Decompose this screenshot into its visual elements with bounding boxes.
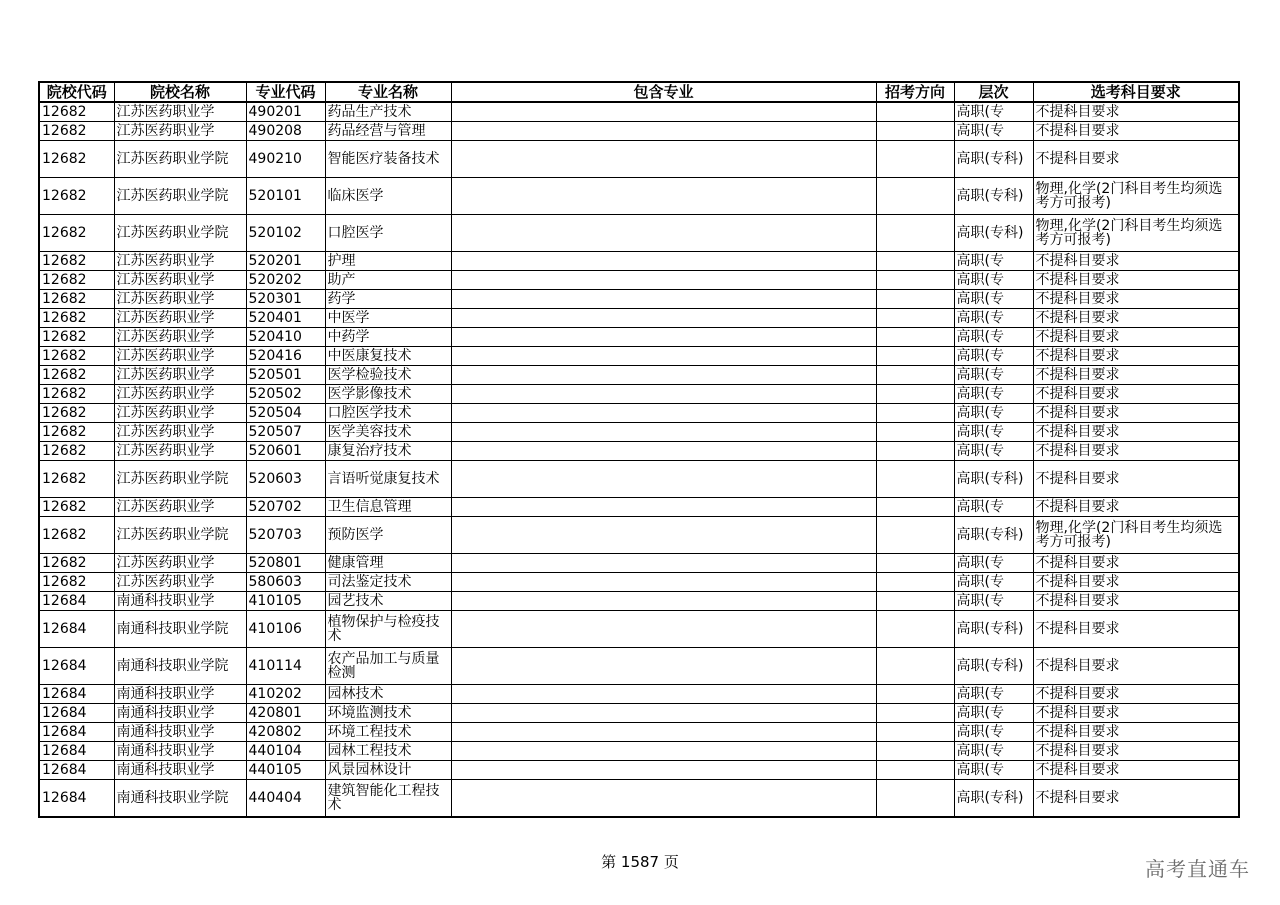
level-cell: 高职(专 (954, 442, 1033, 461)
major-code-cell: 410114 (246, 648, 325, 685)
school-name-cell: 江苏医药职业学 (114, 347, 246, 366)
major-code-cell: 580603 (246, 573, 325, 592)
major-code-cell: 440105 (246, 761, 325, 780)
major-name-cell: 中医学 (325, 309, 451, 328)
included-majors-cell (451, 366, 876, 385)
school-name-cell: 南通科技职业学院 (114, 611, 246, 648)
level-cell: 高职(专 (954, 423, 1033, 442)
major-name-cell: 药学 (325, 290, 451, 309)
major-code-cell: 420802 (246, 723, 325, 742)
direction-cell (876, 366, 954, 385)
direction-cell (876, 404, 954, 423)
header-major-name: 专业名称 (325, 82, 451, 102)
major-name-cell: 中药学 (325, 328, 451, 347)
major-name-cell: 卫生信息管理 (325, 498, 451, 517)
major-name-cell: 预防医学 (325, 517, 451, 554)
major-code-cell: 520703 (246, 517, 325, 554)
school-name-cell: 江苏医药职业学院 (114, 461, 246, 498)
included-majors-cell (451, 592, 876, 611)
level-cell: 高职(专科) (954, 141, 1033, 178)
table-row (39, 648, 1239, 685)
included-majors-cell (451, 215, 876, 252)
major-code-cell: 440104 (246, 742, 325, 761)
table-row (39, 761, 1239, 780)
included-majors-cell (451, 498, 876, 517)
school-code-cell: 12682 (39, 252, 114, 271)
direction-cell (876, 309, 954, 328)
included-majors-cell (451, 309, 876, 328)
major-code-cell: 490208 (246, 122, 325, 141)
subject-requirement-cell: 不提科目要求 (1033, 742, 1239, 761)
included-majors-cell (451, 723, 876, 742)
major-name-cell: 中医康复技术 (325, 347, 451, 366)
table-row (39, 704, 1239, 723)
subject-requirement-cell: 不提科目要求 (1033, 704, 1239, 723)
school-code-cell: 12684 (39, 742, 114, 761)
major-code-cell: 520603 (246, 461, 325, 498)
direction-cell (876, 554, 954, 573)
included-majors-cell (451, 461, 876, 498)
school-code-cell: 12682 (39, 347, 114, 366)
table-row (39, 592, 1239, 611)
major-code-cell: 520801 (246, 554, 325, 573)
subject-requirement-cell: 不提科目要求 (1033, 423, 1239, 442)
school-name-cell: 江苏医药职业学 (114, 122, 246, 141)
included-majors-cell (451, 178, 876, 215)
school-name-cell: 江苏医药职业学 (114, 423, 246, 442)
school-code-cell: 12682 (39, 573, 114, 592)
direction-cell (876, 611, 954, 648)
school-name-cell: 江苏医药职业学 (114, 102, 246, 122)
school-code-cell: 12682 (39, 517, 114, 554)
direction-cell (876, 141, 954, 178)
level-cell: 高职(专 (954, 573, 1033, 592)
level-cell: 高职(专科) (954, 611, 1033, 648)
table-row (39, 366, 1239, 385)
header-included-majors: 包含专业 (451, 82, 876, 102)
major-name-cell: 建筑智能化工程技术 (325, 780, 451, 818)
direction-cell (876, 573, 954, 592)
subject-requirement-cell: 不提科目要求 (1033, 685, 1239, 704)
direction-cell (876, 780, 954, 818)
level-cell: 高职(专 (954, 498, 1033, 517)
direction-cell (876, 461, 954, 498)
major-name-cell: 园林工程技术 (325, 742, 451, 761)
school-name-cell: 江苏医药职业学 (114, 309, 246, 328)
direction-cell (876, 498, 954, 517)
subject-requirement-cell: 物理,化学(2门科目考生均须选考方可报考) (1033, 215, 1239, 252)
level-cell: 高职(专科) (954, 215, 1033, 252)
included-majors-cell (451, 611, 876, 648)
subject-requirement-cell: 不提科目要求 (1033, 723, 1239, 742)
level-cell: 高职(专 (954, 252, 1033, 271)
direction-cell (876, 723, 954, 742)
direction-cell (876, 102, 954, 122)
school-code-cell: 12682 (39, 461, 114, 498)
level-cell: 高职(专 (954, 742, 1033, 761)
school-name-cell: 江苏医药职业学 (114, 290, 246, 309)
school-name-cell: 江苏医药职业学 (114, 366, 246, 385)
school-code-cell: 12682 (39, 385, 114, 404)
major-name-cell: 环境工程技术 (325, 723, 451, 742)
school-code-cell: 12682 (39, 404, 114, 423)
school-name-cell: 南通科技职业学院 (114, 780, 246, 818)
subject-requirement-cell: 不提科目要求 (1033, 328, 1239, 347)
direction-cell (876, 685, 954, 704)
admissions-table (38, 81, 1240, 818)
major-code-cell: 520601 (246, 442, 325, 461)
table-row (39, 178, 1239, 215)
subject-requirement-cell: 不提科目要求 (1033, 102, 1239, 122)
school-code-cell: 12682 (39, 215, 114, 252)
school-code-cell: 12682 (39, 290, 114, 309)
school-name-cell: 江苏医药职业学院 (114, 178, 246, 215)
level-cell: 高职(专 (954, 685, 1033, 704)
level-cell: 高职(专 (954, 554, 1033, 573)
major-name-cell: 口腔医学 (325, 215, 451, 252)
level-cell: 高职(专 (954, 347, 1033, 366)
major-code-cell: 410105 (246, 592, 325, 611)
direction-cell (876, 423, 954, 442)
subject-requirement-cell: 不提科目要求 (1033, 309, 1239, 328)
watermark: 高考直通车 (1145, 857, 1250, 881)
included-majors-cell (451, 704, 876, 723)
school-code-cell: 12684 (39, 761, 114, 780)
school-code-cell: 12684 (39, 611, 114, 648)
direction-cell (876, 290, 954, 309)
included-majors-cell (451, 554, 876, 573)
major-name-cell: 环境监测技术 (325, 704, 451, 723)
included-majors-cell (451, 685, 876, 704)
major-code-cell: 520507 (246, 423, 325, 442)
included-majors-cell (451, 290, 876, 309)
school-code-cell: 12682 (39, 271, 114, 290)
school-name-cell: 南通科技职业学院 (114, 648, 246, 685)
subject-requirement-cell: 不提科目要求 (1033, 404, 1239, 423)
major-code-cell: 520202 (246, 271, 325, 290)
school-code-cell: 12684 (39, 592, 114, 611)
subject-requirement-cell: 不提科目要求 (1033, 366, 1239, 385)
major-name-cell: 智能医疗装备技术 (325, 141, 451, 178)
school-code-cell: 12682 (39, 498, 114, 517)
major-name-cell: 言语听觉康复技术 (325, 461, 451, 498)
school-name-cell: 江苏医药职业学 (114, 328, 246, 347)
subject-requirement-cell: 不提科目要求 (1033, 592, 1239, 611)
school-name-cell: 江苏医药职业学院 (114, 141, 246, 178)
major-name-cell: 医学检验技术 (325, 366, 451, 385)
level-cell: 高职(专科) (954, 178, 1033, 215)
major-code-cell: 520401 (246, 309, 325, 328)
school-code-cell: 12682 (39, 442, 114, 461)
table-row (39, 290, 1239, 309)
subject-requirement-cell: 不提科目要求 (1033, 122, 1239, 141)
school-name-cell: 江苏医药职业学院 (114, 517, 246, 554)
direction-cell (876, 271, 954, 290)
major-name-cell: 园林技术 (325, 685, 451, 704)
table-row (39, 517, 1239, 554)
major-name-cell: 口腔医学技术 (325, 404, 451, 423)
subject-requirement-cell: 不提科目要求 (1033, 648, 1239, 685)
table-row (39, 442, 1239, 461)
table-row (39, 252, 1239, 271)
header-school-code: 院校代码 (39, 82, 114, 102)
major-code-cell: 520504 (246, 404, 325, 423)
level-cell: 高职(专 (954, 704, 1033, 723)
subject-requirement-cell: 不提科目要求 (1033, 385, 1239, 404)
header-level: 层次 (954, 82, 1033, 102)
major-name-cell: 护理 (325, 252, 451, 271)
table-row (39, 685, 1239, 704)
direction-cell (876, 742, 954, 761)
direction-cell (876, 215, 954, 252)
direction-cell (876, 517, 954, 554)
direction-cell (876, 385, 954, 404)
subject-requirement-cell: 不提科目要求 (1033, 780, 1239, 818)
level-cell: 高职(专 (954, 592, 1033, 611)
level-cell: 高职(专 (954, 761, 1033, 780)
header-direction: 招考方向 (876, 82, 954, 102)
included-majors-cell (451, 648, 876, 685)
included-majors-cell (451, 141, 876, 178)
table-row (39, 347, 1239, 366)
included-majors-cell (451, 122, 876, 141)
major-code-cell: 520502 (246, 385, 325, 404)
school-name-cell: 江苏医药职业学 (114, 498, 246, 517)
direction-cell (876, 122, 954, 141)
direction-cell (876, 328, 954, 347)
subject-requirement-cell: 不提科目要求 (1033, 271, 1239, 290)
included-majors-cell (451, 102, 876, 122)
school-name-cell: 江苏医药职业学 (114, 385, 246, 404)
major-name-cell: 临床医学 (325, 178, 451, 215)
major-code-cell: 520416 (246, 347, 325, 366)
subject-requirement-cell: 物理,化学(2门科目考生均须选考方可报考) (1033, 178, 1239, 215)
included-majors-cell (451, 742, 876, 761)
school-code-cell: 12682 (39, 141, 114, 178)
school-name-cell: 南通科技职业学 (114, 742, 246, 761)
table-row (39, 723, 1239, 742)
subject-requirement-cell: 不提科目要求 (1033, 611, 1239, 648)
table-row (39, 498, 1239, 517)
school-name-cell: 南通科技职业学 (114, 592, 246, 611)
subject-requirement-cell: 不提科目要求 (1033, 347, 1239, 366)
level-cell: 高职(专 (954, 122, 1033, 141)
included-majors-cell (451, 517, 876, 554)
major-code-cell: 490210 (246, 141, 325, 178)
subject-requirement-cell: 不提科目要求 (1033, 290, 1239, 309)
school-name-cell: 南通科技职业学 (114, 704, 246, 723)
level-cell: 高职(专 (954, 385, 1033, 404)
direction-cell (876, 592, 954, 611)
school-name-cell: 江苏医药职业学 (114, 404, 246, 423)
subject-requirement-cell: 不提科目要求 (1033, 461, 1239, 498)
school-code-cell: 12684 (39, 723, 114, 742)
school-code-cell: 12682 (39, 309, 114, 328)
subject-requirement-cell: 不提科目要求 (1033, 141, 1239, 178)
subject-requirement-cell: 不提科目要求 (1033, 252, 1239, 271)
major-code-cell: 520101 (246, 178, 325, 215)
level-cell: 高职(专科) (954, 461, 1033, 498)
major-name-cell: 医学影像技术 (325, 385, 451, 404)
major-code-cell: 520301 (246, 290, 325, 309)
included-majors-cell (451, 761, 876, 780)
header-subject-requirement: 选考科目要求 (1033, 82, 1239, 102)
school-code-cell: 12682 (39, 178, 114, 215)
level-cell: 高职(专 (954, 404, 1033, 423)
major-name-cell: 药品经营与管理 (325, 122, 451, 141)
school-code-cell: 12684 (39, 704, 114, 723)
school-code-cell: 12682 (39, 554, 114, 573)
direction-cell (876, 442, 954, 461)
included-majors-cell (451, 423, 876, 442)
major-name-cell: 医学美容技术 (325, 423, 451, 442)
major-code-cell: 520702 (246, 498, 325, 517)
major-code-cell: 440404 (246, 780, 325, 818)
subject-requirement-cell: 不提科目要求 (1033, 442, 1239, 461)
school-name-cell: 南通科技职业学 (114, 685, 246, 704)
included-majors-cell (451, 780, 876, 818)
subject-requirement-cell: 物理,化学(2门科目考生均须选考方可报考) (1033, 517, 1239, 554)
table-row (39, 309, 1239, 328)
subject-requirement-cell: 不提科目要求 (1033, 554, 1239, 573)
direction-cell (876, 178, 954, 215)
major-code-cell: 410106 (246, 611, 325, 648)
subject-requirement-cell: 不提科目要求 (1033, 573, 1239, 592)
table-row (39, 611, 1239, 648)
level-cell: 高职(专 (954, 309, 1033, 328)
table-row (39, 122, 1239, 141)
direction-cell (876, 704, 954, 723)
level-cell: 高职(专 (954, 328, 1033, 347)
level-cell: 高职(专 (954, 723, 1033, 742)
level-cell: 高职(专 (954, 366, 1033, 385)
table-row (39, 328, 1239, 347)
school-code-cell: 12682 (39, 423, 114, 442)
table-row (39, 404, 1239, 423)
table-row (39, 141, 1239, 178)
included-majors-cell (451, 404, 876, 423)
table-row (39, 742, 1239, 761)
included-majors-cell (451, 347, 876, 366)
table-body (39, 102, 1239, 817)
major-code-cell: 520410 (246, 328, 325, 347)
school-code-cell: 12682 (39, 102, 114, 122)
level-cell: 高职(专科) (954, 517, 1033, 554)
school-code-cell: 12682 (39, 122, 114, 141)
table-row (39, 215, 1239, 252)
level-cell: 高职(专 (954, 102, 1033, 122)
direction-cell (876, 761, 954, 780)
page-number: 第 1587 页 (601, 853, 679, 871)
table-row (39, 554, 1239, 573)
school-code-cell: 12684 (39, 780, 114, 818)
table-row (39, 423, 1239, 442)
table-row (39, 780, 1239, 818)
school-code-cell: 12684 (39, 648, 114, 685)
table-row (39, 461, 1239, 498)
level-cell: 高职(专 (954, 271, 1033, 290)
major-name-cell: 助产 (325, 271, 451, 290)
school-name-cell: 江苏医药职业学 (114, 271, 246, 290)
table-row (39, 385, 1239, 404)
major-name-cell: 农产品加工与质量检测 (325, 648, 451, 685)
major-code-cell: 520201 (246, 252, 325, 271)
school-code-cell: 12682 (39, 366, 114, 385)
major-name-cell: 健康管理 (325, 554, 451, 573)
table-row (39, 573, 1239, 592)
subject-requirement-cell: 不提科目要求 (1033, 761, 1239, 780)
major-name-cell: 园艺技术 (325, 592, 451, 611)
level-cell: 高职(专科) (954, 780, 1033, 818)
school-name-cell: 南通科技职业学 (114, 723, 246, 742)
major-code-cell: 520102 (246, 215, 325, 252)
direction-cell (876, 347, 954, 366)
major-code-cell: 410202 (246, 685, 325, 704)
table-row (39, 271, 1239, 290)
school-name-cell: 江苏医药职业学 (114, 554, 246, 573)
included-majors-cell (451, 328, 876, 347)
school-name-cell: 江苏医药职业学 (114, 252, 246, 271)
major-name-cell: 风景园林设计 (325, 761, 451, 780)
major-code-cell: 490201 (246, 102, 325, 122)
major-name-cell: 植物保护与检疫技术 (325, 611, 451, 648)
school-name-cell: 江苏医药职业学 (114, 573, 246, 592)
school-name-cell: 南通科技职业学 (114, 761, 246, 780)
included-majors-cell (451, 271, 876, 290)
level-cell: 高职(专 (954, 290, 1033, 309)
level-cell: 高职(专科) (954, 648, 1033, 685)
direction-cell (876, 648, 954, 685)
header-row (39, 82, 1239, 102)
major-code-cell: 520501 (246, 366, 325, 385)
direction-cell (876, 252, 954, 271)
header-major-code: 专业代码 (246, 82, 325, 102)
included-majors-cell (451, 573, 876, 592)
school-code-cell: 12682 (39, 328, 114, 347)
included-majors-cell (451, 442, 876, 461)
school-code-cell: 12684 (39, 685, 114, 704)
table-row (39, 102, 1239, 122)
major-name-cell: 药品生产技术 (325, 102, 451, 122)
subject-requirement-cell: 不提科目要求 (1033, 498, 1239, 517)
major-name-cell: 司法鉴定技术 (325, 573, 451, 592)
major-code-cell: 420801 (246, 704, 325, 723)
school-name-cell: 江苏医药职业学院 (114, 215, 246, 252)
included-majors-cell (451, 385, 876, 404)
included-majors-cell (451, 252, 876, 271)
header-school-name: 院校名称 (114, 82, 246, 102)
school-name-cell: 江苏医药职业学 (114, 442, 246, 461)
major-name-cell: 康复治疗技术 (325, 442, 451, 461)
